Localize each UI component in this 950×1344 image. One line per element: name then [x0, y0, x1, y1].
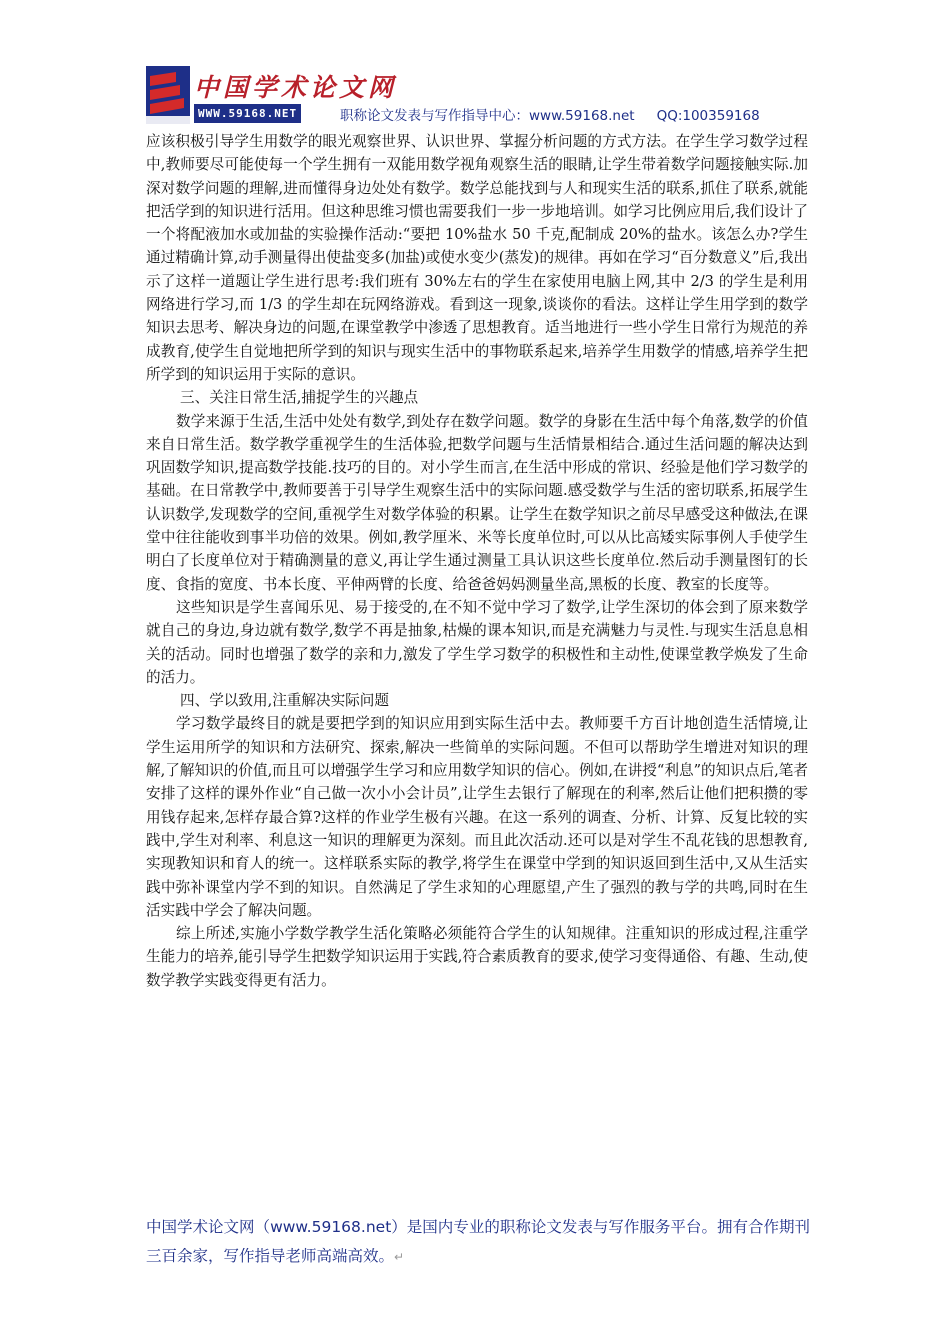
header-contact	[340, 104, 760, 124]
paragraph-5: 综上所述,实施小学数学教学生活化策略必须能符合学生的认知规律。注重知识的形成过程,注重学生能力的培养,能引导学生把数学知识运用于实践,符合素质教育的要求,使学习变得通俗、有趣、生动,使数学教学实践变得更有活力。	[146, 925, 808, 989]
site-logo-url: WWW.59168.NET	[194, 104, 301, 123]
contact-center-link[interactable]: 职称论文发表与写作指导中心：www.59168.net	[340, 108, 635, 124]
page-footer	[146, 1213, 810, 1272]
site-logo-title: 中国学术论文网	[194, 73, 398, 102]
paragraph-1: 应该积极引导学生用数学的眼光观察世界、认识世界、掌握分析问题的方式方法。在学生学习数学过程中,教师要尽可能使每一个学生拥有一双能用数学视角观察生活的眼睛,让学生带着数学问题接触实际.加深对数学问题的理解,进而懂得身边处处有数学。数学总能找到与人和现实生活的联系,抓住了联系,就能把活学到的知识进行活用。但这种思维习惯也需要我们一步一步地培训。如学习比例应用后,我们设计了一个将配液加水或加盐的实验操作活动:“要把 10%盐水 50 千克,配制成 20%的盐水。该怎么办?学生通过精确计算,动手测量得出使盐变多(加盐)或使水变少(蒸发)的规律。再如在学习“百分数意义”后,我出示了这样一道题让学生进行思考:我们班有 30%左右的学生在家使用电脑上网,其中 2/3 的学生是利用网络进行学习,而 1/3 的学生却在玩网络游戏。看到这一现象,谈谈你的看法。这样让学生用学到的数学知识去思考、解决身边的问题,在课堂教学中渗透了思想教育。适当地进行一些小学生日常行为规范的养成教育,使学生自觉地把所学到的知识与现实生活中的事物联系起来,培养学生用数学的情感,培养学生把所学到的知识运用于实际的意识。	[146, 133, 808, 383]
contact-qq: QQ:100359168	[656, 108, 760, 124]
section-heading-3: 三、关注日常生活,捕捉学生的兴趣点	[180, 389, 419, 407]
page-header	[146, 66, 806, 128]
paragraph-4: 学习数学最终目的就是要把学到的知识应用到实际生活中去。教师要千方百计地创造生活情境,让学生运用所学的知识和方法研究、探索,解决一些简单的实际问题。不但可以帮助学生增进对知识的理解,了解知识的价值,而且可以增强学生学习和应用数学知识的信心。例如,在讲授“利息”的知识点后,笔者安排了这样的课外作业“自己做一次小小会计员”,让学生去银行了解现在的利率,然后让他们把积攒的零用钱存起来,怎样存最合算?这样的作业学生极有兴趣。在这一系列的调查、分析、计算、反复比较的实践中,学生对利率、利息这一知识的理解更为深刻。而且此次活动.还可以是对学生不乱花钱的思想教育,实现教知识和育人的统一。这样联系实际的教学,将学生在课堂中学到的知识返回到生活中,又从生活实践中弥补课堂内学不到的知识。自然满足了学生求知的心理愿望,产生了强烈的教与学的共鸣,同时在生活实践中学会了解决问题。	[146, 715, 808, 919]
logo-icon	[146, 66, 190, 124]
footer-text: 中国学术论文网（www.59168.net）是国内专业的职称论文发表与写作服务平台。拥有合作期刊三百余家，写作指导老师高端高效。	[146, 1218, 810, 1265]
paragraph-3: 这些知识是学生喜闻乐见、易于接受的,在不知不觉中学习了数学,让学生深切的体会到了原来数学就自己的身边,身边就有数学,数学不再是抽象,枯燥的课本知识,而是充满魅力与灵性.与现实生活息息相关的活动。同时也增强了数学的亲和力,激发了学生学习数学的积极性和主动性,使课堂教学焕发了生命的活力。	[146, 598, 808, 686]
return-mark-icon: ↵	[394, 1250, 405, 1264]
paragraph-2: 数学来源于生活,生活中处处有数学,到处存在数学问题。数学的身影在生活中每个角落,数学的价值来自日常生活。数学教学重视学生的生活体验,把数学问题与生活情景相结合.通过生活问题的解决达到巩固数学知识,提高数学技能.技巧的目的。对小学生而言,在生活中形成的常识、经验是他们学习数学的基础。在日常教学中,教师要善于引导学生观察生活中的实际问题.感受数学与生活的密切联系,拓展学生认识数学,发现数学的空间,重视学生对数学体验的积累。让学生在数学知识之前尽早感受这种做法,在课堂中往往能收到事半功倍的效果。例如,教学厘米、米等长度单位时,可以从比高矮实际事例人手使学生明白了长度单位对于精确测量的意义,再让学生通过测量工具认识这些长度单位.然后动手测量图钉的长度、食指的宽度、书本长度、平伸两臂的长度、给爸爸妈妈测量坐高,黑板的长度、教室的长度等。	[146, 412, 808, 593]
article-body	[146, 130, 808, 992]
section-heading-4: 四、学以致用,注重解决实际问题	[180, 692, 389, 710]
